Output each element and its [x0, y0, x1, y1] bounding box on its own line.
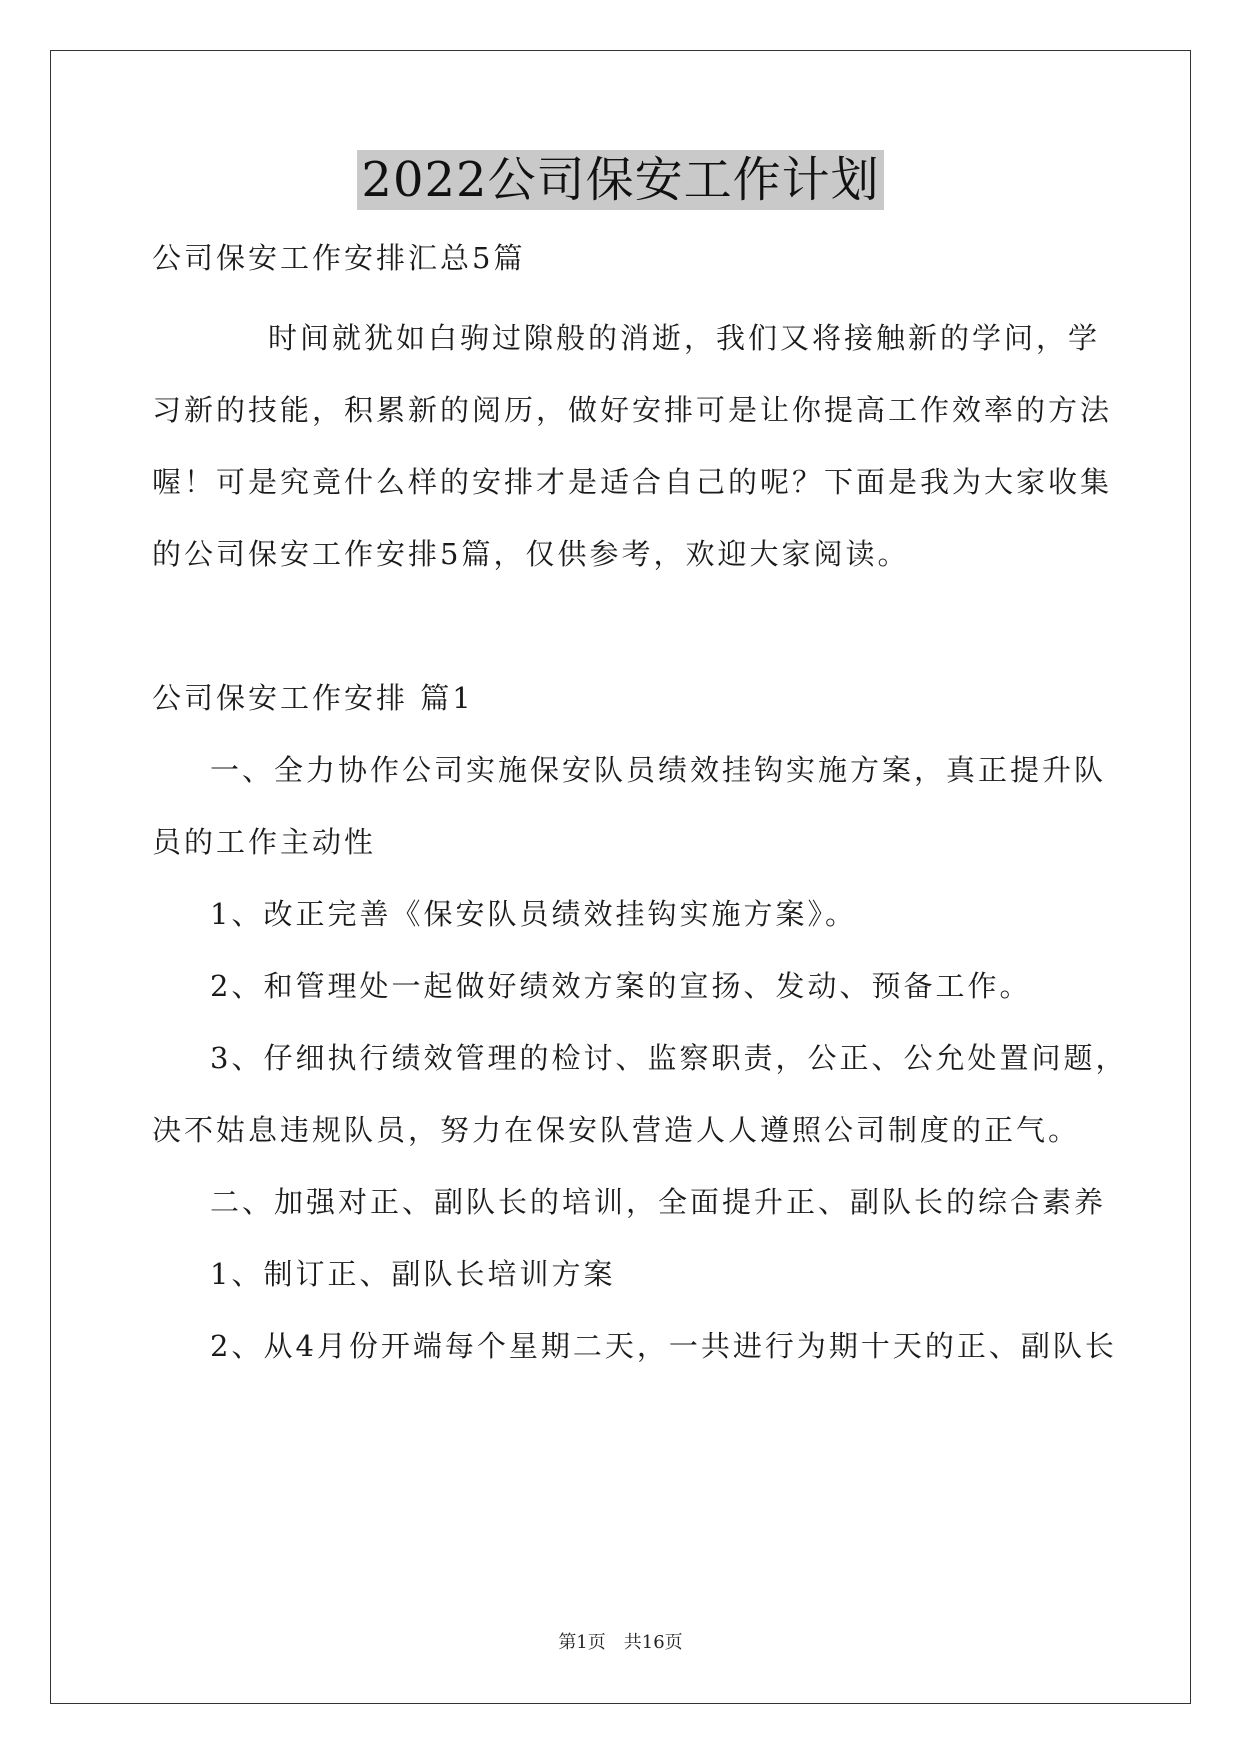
body-line-4: 2、和管理处一起做好绩效方案的宣扬、发动、预备工作。 [210, 969, 1032, 1003]
document-title: 2022公司保安工作计划 [357, 150, 883, 210]
body-line-7: 二、加强对正、副队长的培训，全面提升正、副队长的综合素养 [210, 1185, 1107, 1219]
body-line-6: 决不姑息违规队员，努力在保安队营造人人遵照公司制度的正气。 [152, 1113, 1081, 1147]
body-line-3: 1、改正完善《保安队员绩效挂钩实施方案》。 [210, 897, 857, 931]
section-heading: 公司保安工作安排 篇1 [152, 681, 474, 715]
body-line-9: 2、从4月份开端每个星期二天，一共进行为期十天的正、副队长 [210, 1329, 1117, 1363]
body-line-2: 员的工作主动性 [152, 825, 377, 859]
intro-line-2: 习新的技能，积累新的阅历，做好安排可是让你提高工作效率的方法 [152, 393, 1113, 427]
page-number-footer: 第1页 共16页 [558, 1632, 683, 1653]
document-subtitle: 公司保安工作安排汇总5篇 [152, 241, 526, 275]
title-container [0, 150, 1241, 210]
intro-line-3: 喔！可是究竟什么样的安排才是适合自己的呢？下面是我为大家收集 [152, 465, 1113, 499]
intro-line-1: 时间就犹如白驹过隙般的消逝，我们又将接触新的学问，学 [268, 321, 1101, 355]
body-line-1: 一、全力协作公司实施保安队员绩效挂钩实施方案，真正提升队 [210, 753, 1107, 787]
page-border [50, 50, 1191, 1704]
body-line-8: 1、制订正、副队长培训方案 [210, 1257, 616, 1291]
intro-line-4: 的公司保安工作安排5篇，仅供参考，欢迎大家阅读。 [152, 537, 910, 571]
body-line-5: 3、仔细执行绩效管理的检讨、监察职责，公正、公允处置问题， [210, 1041, 1128, 1075]
